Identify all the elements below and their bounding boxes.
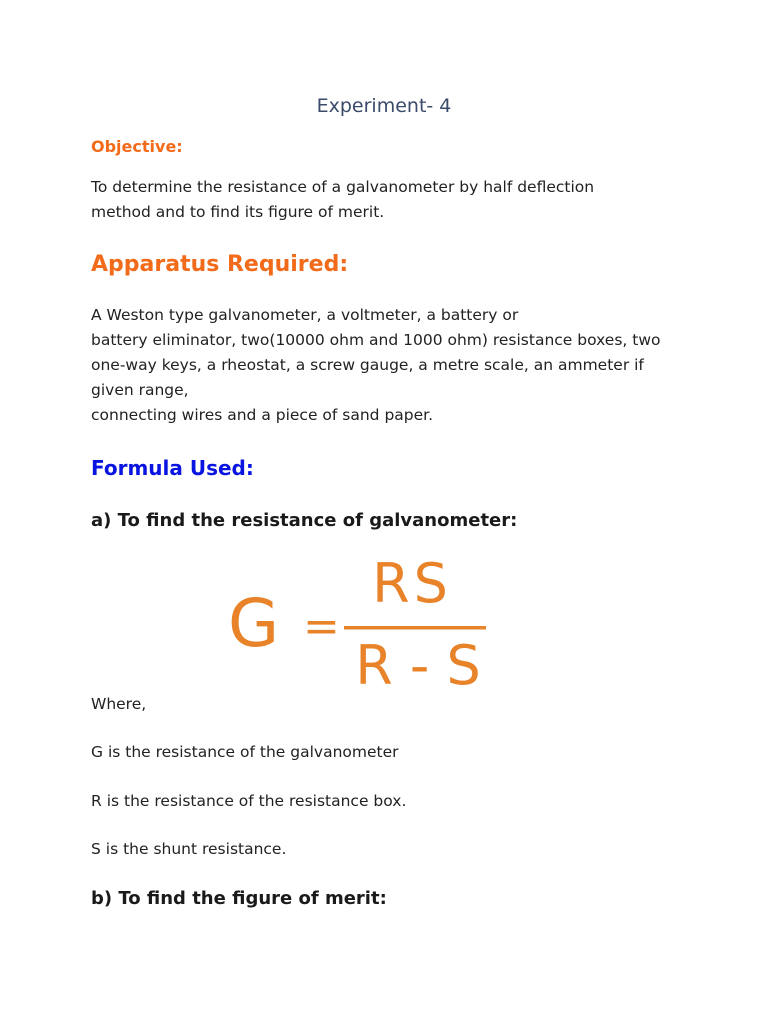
- definition-r: R is the resistance of the resistance box.: [91, 792, 407, 810]
- apparatus-line: battery eliminator, two(10000 ohm and 1000 ohm) resistance boxes, two: [91, 331, 661, 349]
- formula-lhs: G: [228, 585, 280, 662]
- part-b-heading: b) To find the figure of merit:: [91, 888, 387, 909]
- objective-line: method and to find its figure of merit.: [91, 203, 385, 221]
- apparatus-line: connecting wires and a piece of sand paper.: [91, 406, 434, 424]
- part-a-heading: a) To find the resistance of galvanometer:: [91, 510, 518, 531]
- apparatus-text: [91, 303, 691, 428]
- apparatus-line: A Weston type galvanometer, a voltmeter, a battery or: [91, 306, 519, 324]
- fraction-bar: [344, 626, 486, 630]
- formula-numerator: RS: [372, 556, 452, 615]
- objective-line: To determine the resistance of a galvanometer by half deflection: [91, 178, 595, 196]
- apparatus-line: one-way keys, a rheostat, a screw gauge, a metre scale, an ammeter if: [91, 356, 644, 374]
- formula-denominator: R - S: [355, 634, 481, 690]
- formula-svg: [220, 556, 500, 690]
- definition-s: S is the shunt resistance.: [91, 840, 287, 858]
- formula-equals: =: [303, 601, 340, 652]
- formula-used-heading: Formula Used:: [91, 456, 254, 480]
- objective-heading: Objective:: [91, 137, 183, 156]
- objective-text: [91, 175, 691, 225]
- apparatus-line: given range,: [91, 381, 189, 399]
- apparatus-heading: Apparatus Required:: [91, 252, 349, 277]
- galvanometer-resistance-formula: [220, 556, 500, 690]
- experiment-title: Experiment- 4: [316, 95, 452, 117]
- definition-g: G is the resistance of the galvanometer: [91, 743, 399, 761]
- where-label: Where,: [91, 695, 147, 713]
